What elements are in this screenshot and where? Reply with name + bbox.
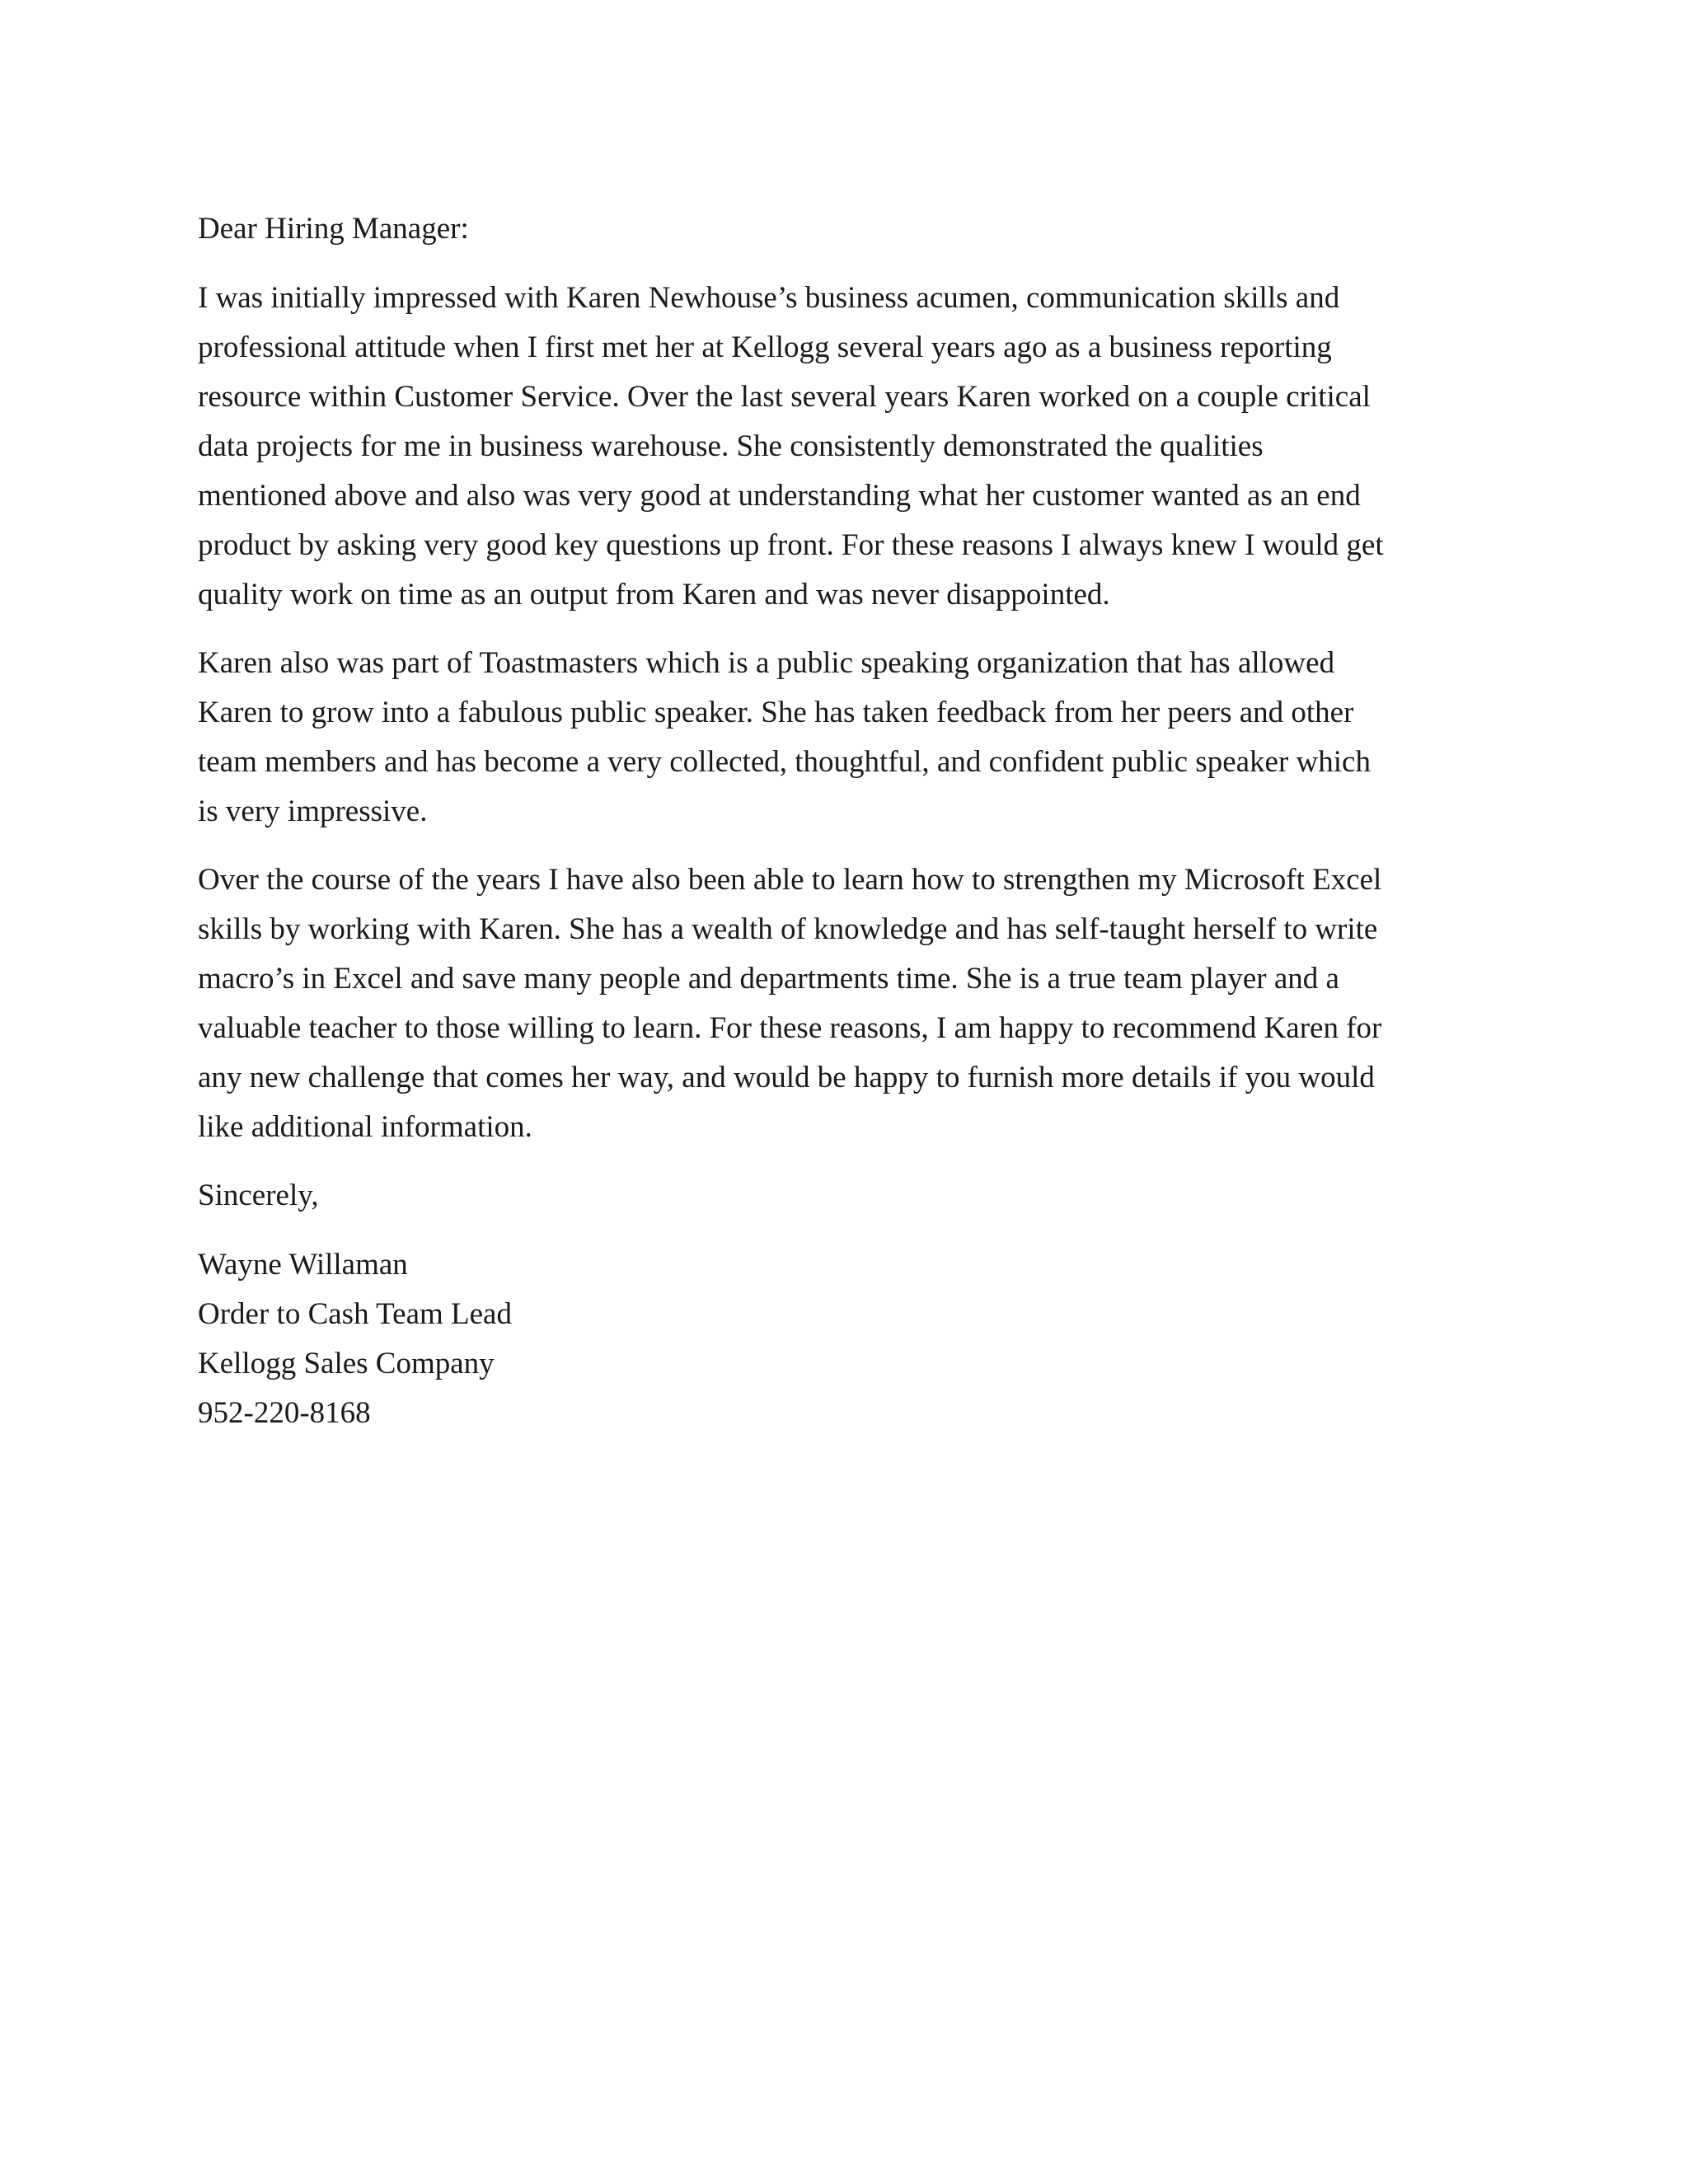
paragraph-line: Over the course of the years I have also been able to learn how to strengthen my Microsoft Excel: [198, 863, 1382, 897]
paragraph-line: I was initially impressed with Karen Newhouse’s business acumen, communication skills and: [198, 281, 1340, 315]
paragraph-line: resource within Customer Service. Over the last several years Karen worked on a couple critical: [198, 380, 1371, 414]
signature-block: [198, 1240, 1484, 1438]
paragraph-line: data projects for me in business warehouse. She consistently demonstrated the qualities: [198, 429, 1264, 463]
paragraph-line: professional attitude when I first met her at Kellogg several years ago as a business reporting: [198, 330, 1332, 364]
paragraph-line: quality work on time as an output from Karen and was never disappointed.: [198, 578, 1110, 612]
paragraph-line: Karen to grow into a fabulous public speaker. She has taken feedback from her peers and other: [198, 696, 1354, 729]
paragraph-line: is very impressive.: [198, 794, 428, 828]
closing: Sincerely,: [198, 1179, 319, 1212]
paragraph-line: team members and has become a very collected, thoughtful, and confident public speaker which: [198, 745, 1371, 779]
signature-company: Kellogg Sales Company: [198, 1347, 495, 1380]
paragraph-line: skills by working with Karen. She has a wealth of knowledge and has self-taught herself to write: [198, 912, 1378, 946]
paragraph-line: any new challenge that comes her way, and would be happy to furnish more details if you would: [198, 1061, 1375, 1094]
signature-phone: 952-220-8168: [198, 1396, 371, 1430]
paragraph-line: macro’s in Excel and save many people and departments time. She is a true team player and a: [198, 962, 1339, 996]
salutation: Dear Hiring Manager:: [198, 212, 469, 246]
paragraph-line: valuable teacher to those willing to learn. For these reasons, I am happy to recommend Karen for: [198, 1011, 1382, 1045]
paragraph-2: [198, 639, 1484, 837]
paragraph-line: like additional information.: [198, 1110, 532, 1144]
signature-name: Wayne Willaman: [198, 1248, 408, 1282]
signature-title: Order to Cash Team Lead: [198, 1297, 512, 1331]
paragraph-1: [198, 274, 1484, 620]
recommendation-letter: [198, 204, 1484, 1438]
paragraph-line: product by asking very good key questions up front. For these reasons I always knew I would get: [198, 528, 1384, 562]
paragraph-line: mentioned above and also was very good at understanding what her customer wanted as an end: [198, 479, 1361, 513]
paragraph-line: Karen also was part of Toastmasters which is a public speaking organization that has allowed: [198, 646, 1335, 680]
paragraph-3: [198, 855, 1484, 1152]
